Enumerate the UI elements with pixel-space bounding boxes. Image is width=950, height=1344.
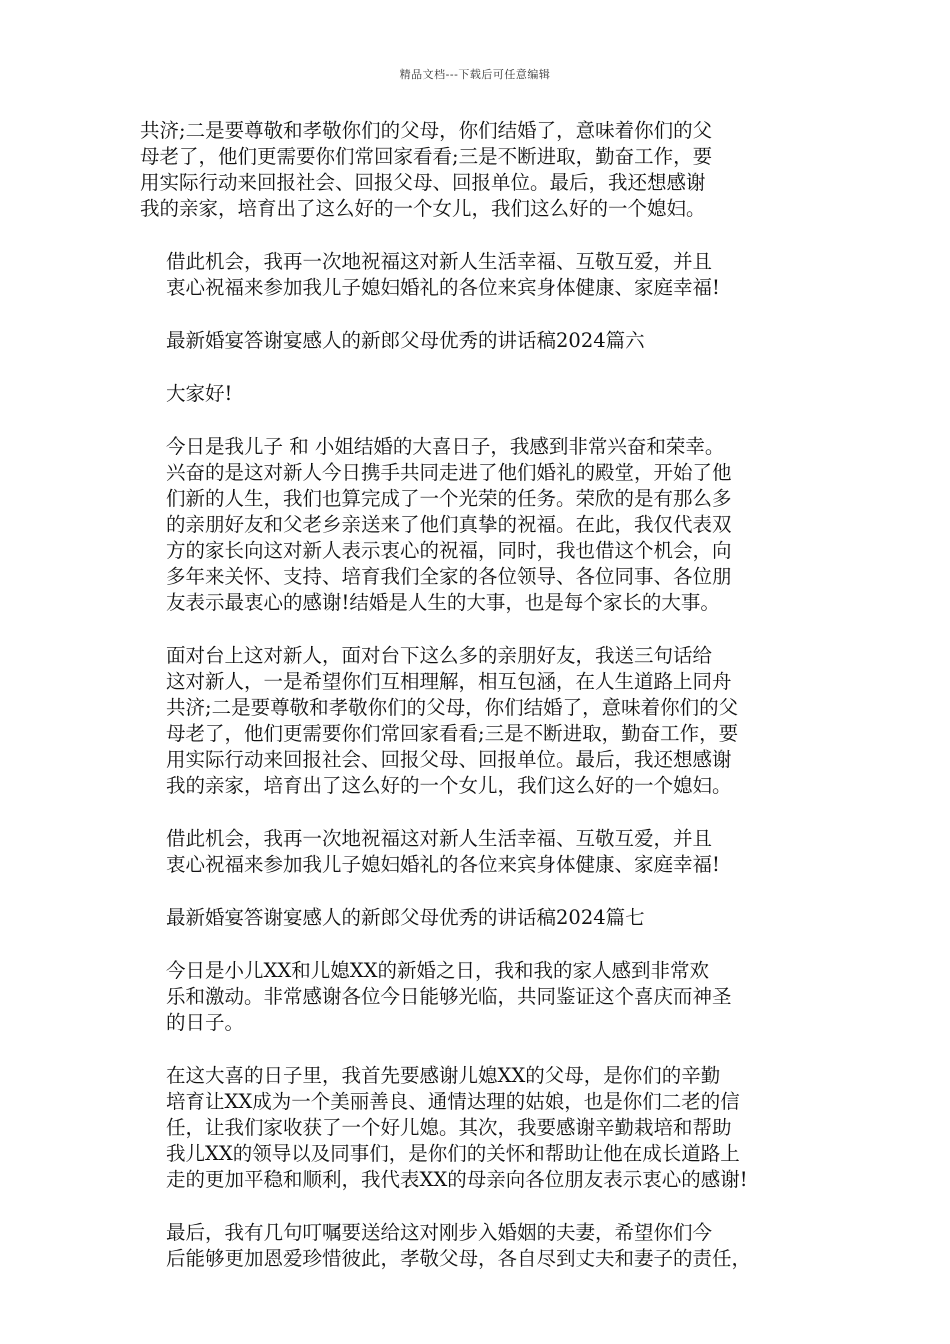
paragraph	[140, 643, 830, 799]
paragraph	[140, 118, 830, 222]
text-line: 衷心祝福来参加我儿子媳妇婚礼的各位来宾身体健康、家庭幸福!	[166, 276, 720, 299]
text-line: 今日是我儿子 和 小姐结婚的大喜日子，我感到非常兴奋和荣幸。	[166, 435, 725, 458]
paragraph	[140, 434, 830, 616]
text-line: 借此机会，我再一次地祝福这对新人生活幸福、互敬互爱，并且	[166, 827, 713, 850]
text-line: 用实际行动来回报社会、回报父母、回报单位。最后，我还想感谢	[140, 171, 706, 194]
text-line: 后能够更加恩爱珍惜彼此，孝敬父母，各自尽到丈夫和妻子的责任，	[166, 1247, 752, 1270]
text-line: 乐和激动。非常感谢各位今日能够光临，共同鉴证这个喜庆而神圣	[166, 985, 732, 1008]
text-line: 母老了，他们更需要你们常回家看看;三是不断进取，勤奋工作，要	[140, 145, 713, 168]
text-line: 的日子。	[166, 1011, 245, 1034]
text-line: 兴奋的是这对新人今日携手共同走进了他们婚礼的殿堂，开始了他	[166, 461, 732, 484]
text-line: 的亲朋好友和父老乡亲送来了他们真挚的祝福。在此，我仅代表双	[166, 513, 732, 536]
text-line: 我的亲家，培育出了这么好的一个女儿，我们这么好的一个媳妇。	[140, 197, 706, 220]
text-line: 培育让XX成为一个美丽善良、通情达理的姑娘，也是你们二老的信	[166, 1090, 740, 1113]
text-line: 方的家长向这对新人表示衷心的祝福，同时，我也借这个机会，向	[166, 539, 732, 562]
paragraph	[140, 826, 830, 878]
text-line: 借此机会，我再一次地祝福这对新人生活幸福、互敬互爱，并且	[166, 250, 713, 273]
text-line: 我的亲家，培育出了这么好的一个女儿，我们这么好的一个媳妇。	[166, 774, 732, 797]
paragraph	[140, 1220, 830, 1272]
text-line: 共济;二是要尊敬和孝敬你们的父母，你们结婚了，意味着你们的父	[166, 696, 739, 719]
text-line: 走的更加平稳和顺利，我代表XX的母亲向各位朋友表示衷心的感谢!	[166, 1168, 748, 1191]
text-line: 最新婚宴答谢宴感人的新郎父母优秀的讲话稿2024篇六	[166, 329, 645, 352]
text-line: 面对台上这对新人，面对台下这么多的亲朋好友，我送三句话给	[166, 644, 713, 667]
text-line: 最后，我有几句叮嘱要送给这对刚步入婚姻的夫妻，希望你们今	[166, 1221, 713, 1244]
paragraph	[140, 1063, 830, 1193]
text-line: 大家好!	[166, 382, 233, 405]
page-header: 精品文档---下载后可任意编辑	[399, 68, 551, 81]
paragraph	[140, 249, 830, 301]
text-line: 最新婚宴答谢宴感人的新郎父母优秀的讲话稿2024篇七	[166, 906, 645, 929]
text-line: 多年来关怀、支持、培育我们全家的各位领导、各位同事、各位朋	[166, 565, 732, 588]
text-line: 母老了，他们更需要你们常回家看看;三是不断进取，勤奋工作，要	[166, 722, 739, 745]
text-line: 今日是小儿XX和儿媳XX的新婚之日，我和我的家人感到非常欢	[166, 959, 710, 982]
text-line: 共济;二是要尊敬和孝敬你们的父母，你们结婚了，意味着你们的父	[140, 119, 713, 142]
section-heading	[140, 905, 830, 931]
text-line: 友表示最衷心的感谢!结婚是人生的大事，也是每个家长的大事。	[166, 591, 720, 614]
text-line: 我儿XX的领导以及同事们，是你们的关怀和帮助让他在成长道路上	[166, 1142, 740, 1165]
text-line: 这对新人，一是希望你们互相理解，相互包涵，在人生道路上同舟	[166, 670, 732, 693]
document-body	[140, 118, 830, 1299]
text-line: 们新的人生，我们也算完成了一个光荣的任务。荣欣的是有那么多	[166, 487, 732, 510]
section-heading	[140, 381, 830, 407]
text-line: 衷心祝福来参加我儿子媳妇婚礼的各位来宾身体健康、家庭幸福!	[166, 853, 720, 876]
paragraph	[140, 958, 830, 1036]
section-heading	[140, 328, 830, 354]
text-line: 任，让我们家收获了一个好儿媳。其次，我要感谢辛勤栽培和帮助	[166, 1116, 732, 1139]
text-line: 用实际行动来回报社会、回报父母、回报单位。最后，我还想感谢	[166, 748, 732, 771]
text-line: 在这大喜的日子里，我首先要感谢儿媳XX的父母，是你们的辛勤	[166, 1064, 721, 1087]
